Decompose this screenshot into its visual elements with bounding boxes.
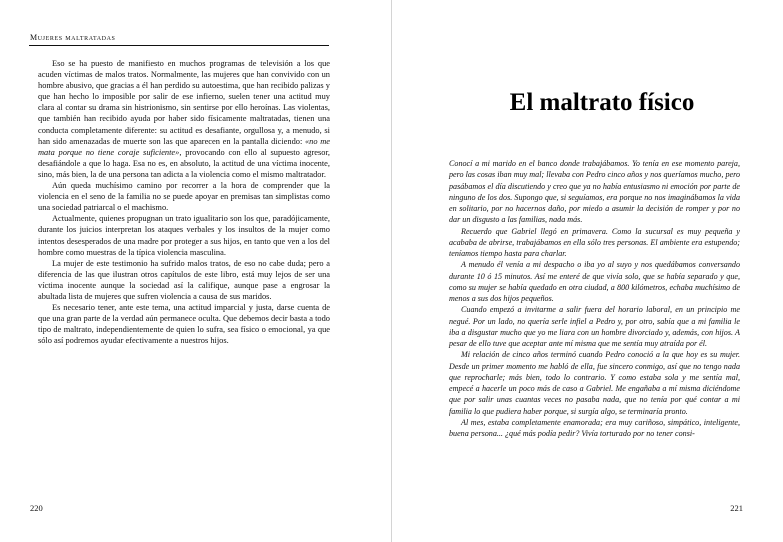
- paragraph: La mujer de este testimonio ha sufrido malos tratos, de eso no cabe duda; pero a diferencia de las que ilustran otros capítulos de este libro, está muy lejos de ser una víctima inocente aunque la sociedad así la califique, aunque pase a engrosar la abultada lista de mujeres que sufren violencia a causa de sus maridos.: [38, 258, 330, 301]
- paragraph: Cuando empezó a invitarme a salir fuera del horario laboral, en un principio me negué. Por un lado, no quería serle infiel a Pedro y, por otro, sabía que a mi familia le iba a disgustar mucho que yo me liara con un hombre divorciado y, además, con hijos. A pesar de ello tuve que aceptar ante mí misma que me sentía muy atraída por él.: [449, 305, 740, 348]
- running-head: [30, 33, 116, 42]
- inline-quote: «no me mata porque no tiene coraje suficiente»: [38, 136, 330, 157]
- paragraph: Es necesario tener, ante este tema, una actitud imparcial y justa, darse cuenta de que una gran parte de la verdad aún permanece oculta. Que debemos decir basta a todo tipo de maltrato, independientemente de quien lo sufra, sea físico o emocional, ya que sólo así podremos ayudar efectivamente a nuestros hijos.: [38, 303, 330, 346]
- page-number-left: 220: [30, 503, 43, 513]
- paragraph: Eso se ha puesto de manifiesto en muchos programas de televisión a los que acuden víctimas de malos tratos. Normalmente, las mujeres que han convivido con un hombre abusivo, que gracias a él han perdido su autoestima, que han recibido palizas y que han hecho lo imposible por salir de ese infierno, suelen tener una actitud muy clara al contar su drama sin histrionismo, sin sentirse por ello heroínas. Las violentas, que también han recibido ayuda por haber sido físicamente maltratadas, tienen una conducta completamente diferente: su actitud es desafiante, orgullosa y, a menudo, si han sido amenazadas de muerte son las que aparecen en la pantalla diciendo: «no me mata porque no tiene coraje suficiente», provocando con ello al supuesto agresor, desafiándole a que lo haga. Esa no es, en absoluto, la actitud de una víctima inocente, sino, más bien, la de una persona tan adicta a la violencia como el mismo maltratador.: [38, 59, 330, 179]
- right-page: [392, 0, 783, 542]
- paragraph: Recuerdo que Gabriel llegó en primavera. Como la sucursal es muy pequeña y acababa de abrirse, trabajábamos en ella sólo tres personas. El ambiente era estupendo; teníamos tiempo hasta para charlar.: [449, 226, 740, 258]
- paragraph: A menudo él venía a mi despacho o iba yo al suyo y nos quedábamos conversando durante 10 ó 15 minutos. Así me enteré de que vivía solo, que se había separado y que, como su mujer se había quedado en otra ciudad, a 800 kilómetros, echaba muchísimo de menos a sus dos hijos pequeños.: [449, 260, 740, 303]
- paragraph: Actualmente, quienes propugnan un trato igualitario son los que, paradójicamente, durante los juicios interpretan los ataques verbales y los insultos de la mujer como intentos desesperados de una madre por proteger a sus hijos, en tanto que ven a los del hombre como muestras de la típica violencia masculina.: [38, 214, 330, 257]
- left-body-text: [38, 58, 330, 346]
- left-page: [0, 0, 391, 542]
- running-head-text: Mujeres maltratadas: [30, 33, 116, 42]
- paragraph: Conocí a mi marido en el banco donde trabajábamos. Yo tenía en ese momento pareja, pero las cosas iban muy mal; llevaba con Pedro cinco años y nos queríamos mucho, pero pasábamos el día discutiendo y creo que ya no había entusiasmo ni emoción por parte de ninguno de los dos. Supongo que, si seguíamos, era porque no nos imaginábamos la vida en solitario, por no hacernos daño, por miedo a asumir la decisión de romper y por no dar un disgusto a las familias, nada más.: [449, 159, 740, 225]
- right-body-text: [449, 158, 740, 439]
- paragraph: Aún queda muchísimo camino por recorrer a la hora de comprender que la violencia en el seno de la familia no se puede apoyar en premisas tan simplistas como una sociedad patriarcal o el machismo.: [38, 181, 330, 213]
- header-rule: [29, 45, 329, 46]
- paragraph: Mi relación de cinco años terminó cuando Pedro conoció a la que hoy es su mujer. Desde un primer momento me habló de ella, fue sincero conmigo, así que no tengo nada que reprocharle; más bien, todo lo contrario. Y como estaba sola y me sentía mal, empecé a hacerle un poco más de caso a Gabriel. Me engañaba a mí misma diciéndome que por salir unas cuantas veces no pasaba nada, que no tenía por qué contar a mi familia lo que pudiera haber porque, si surgía algo, se terminaría pronto.: [449, 350, 740, 416]
- chapter-title: El maltrato físico: [509, 89, 695, 116]
- page-number-right: 221: [730, 503, 743, 513]
- paragraph: Al mes, estaba completamente enamorada; era muy cariñoso, simpático, inteligente, buena persona... ¿qué más podía pedir? Vivía torturado por no tener consi-: [449, 417, 740, 438]
